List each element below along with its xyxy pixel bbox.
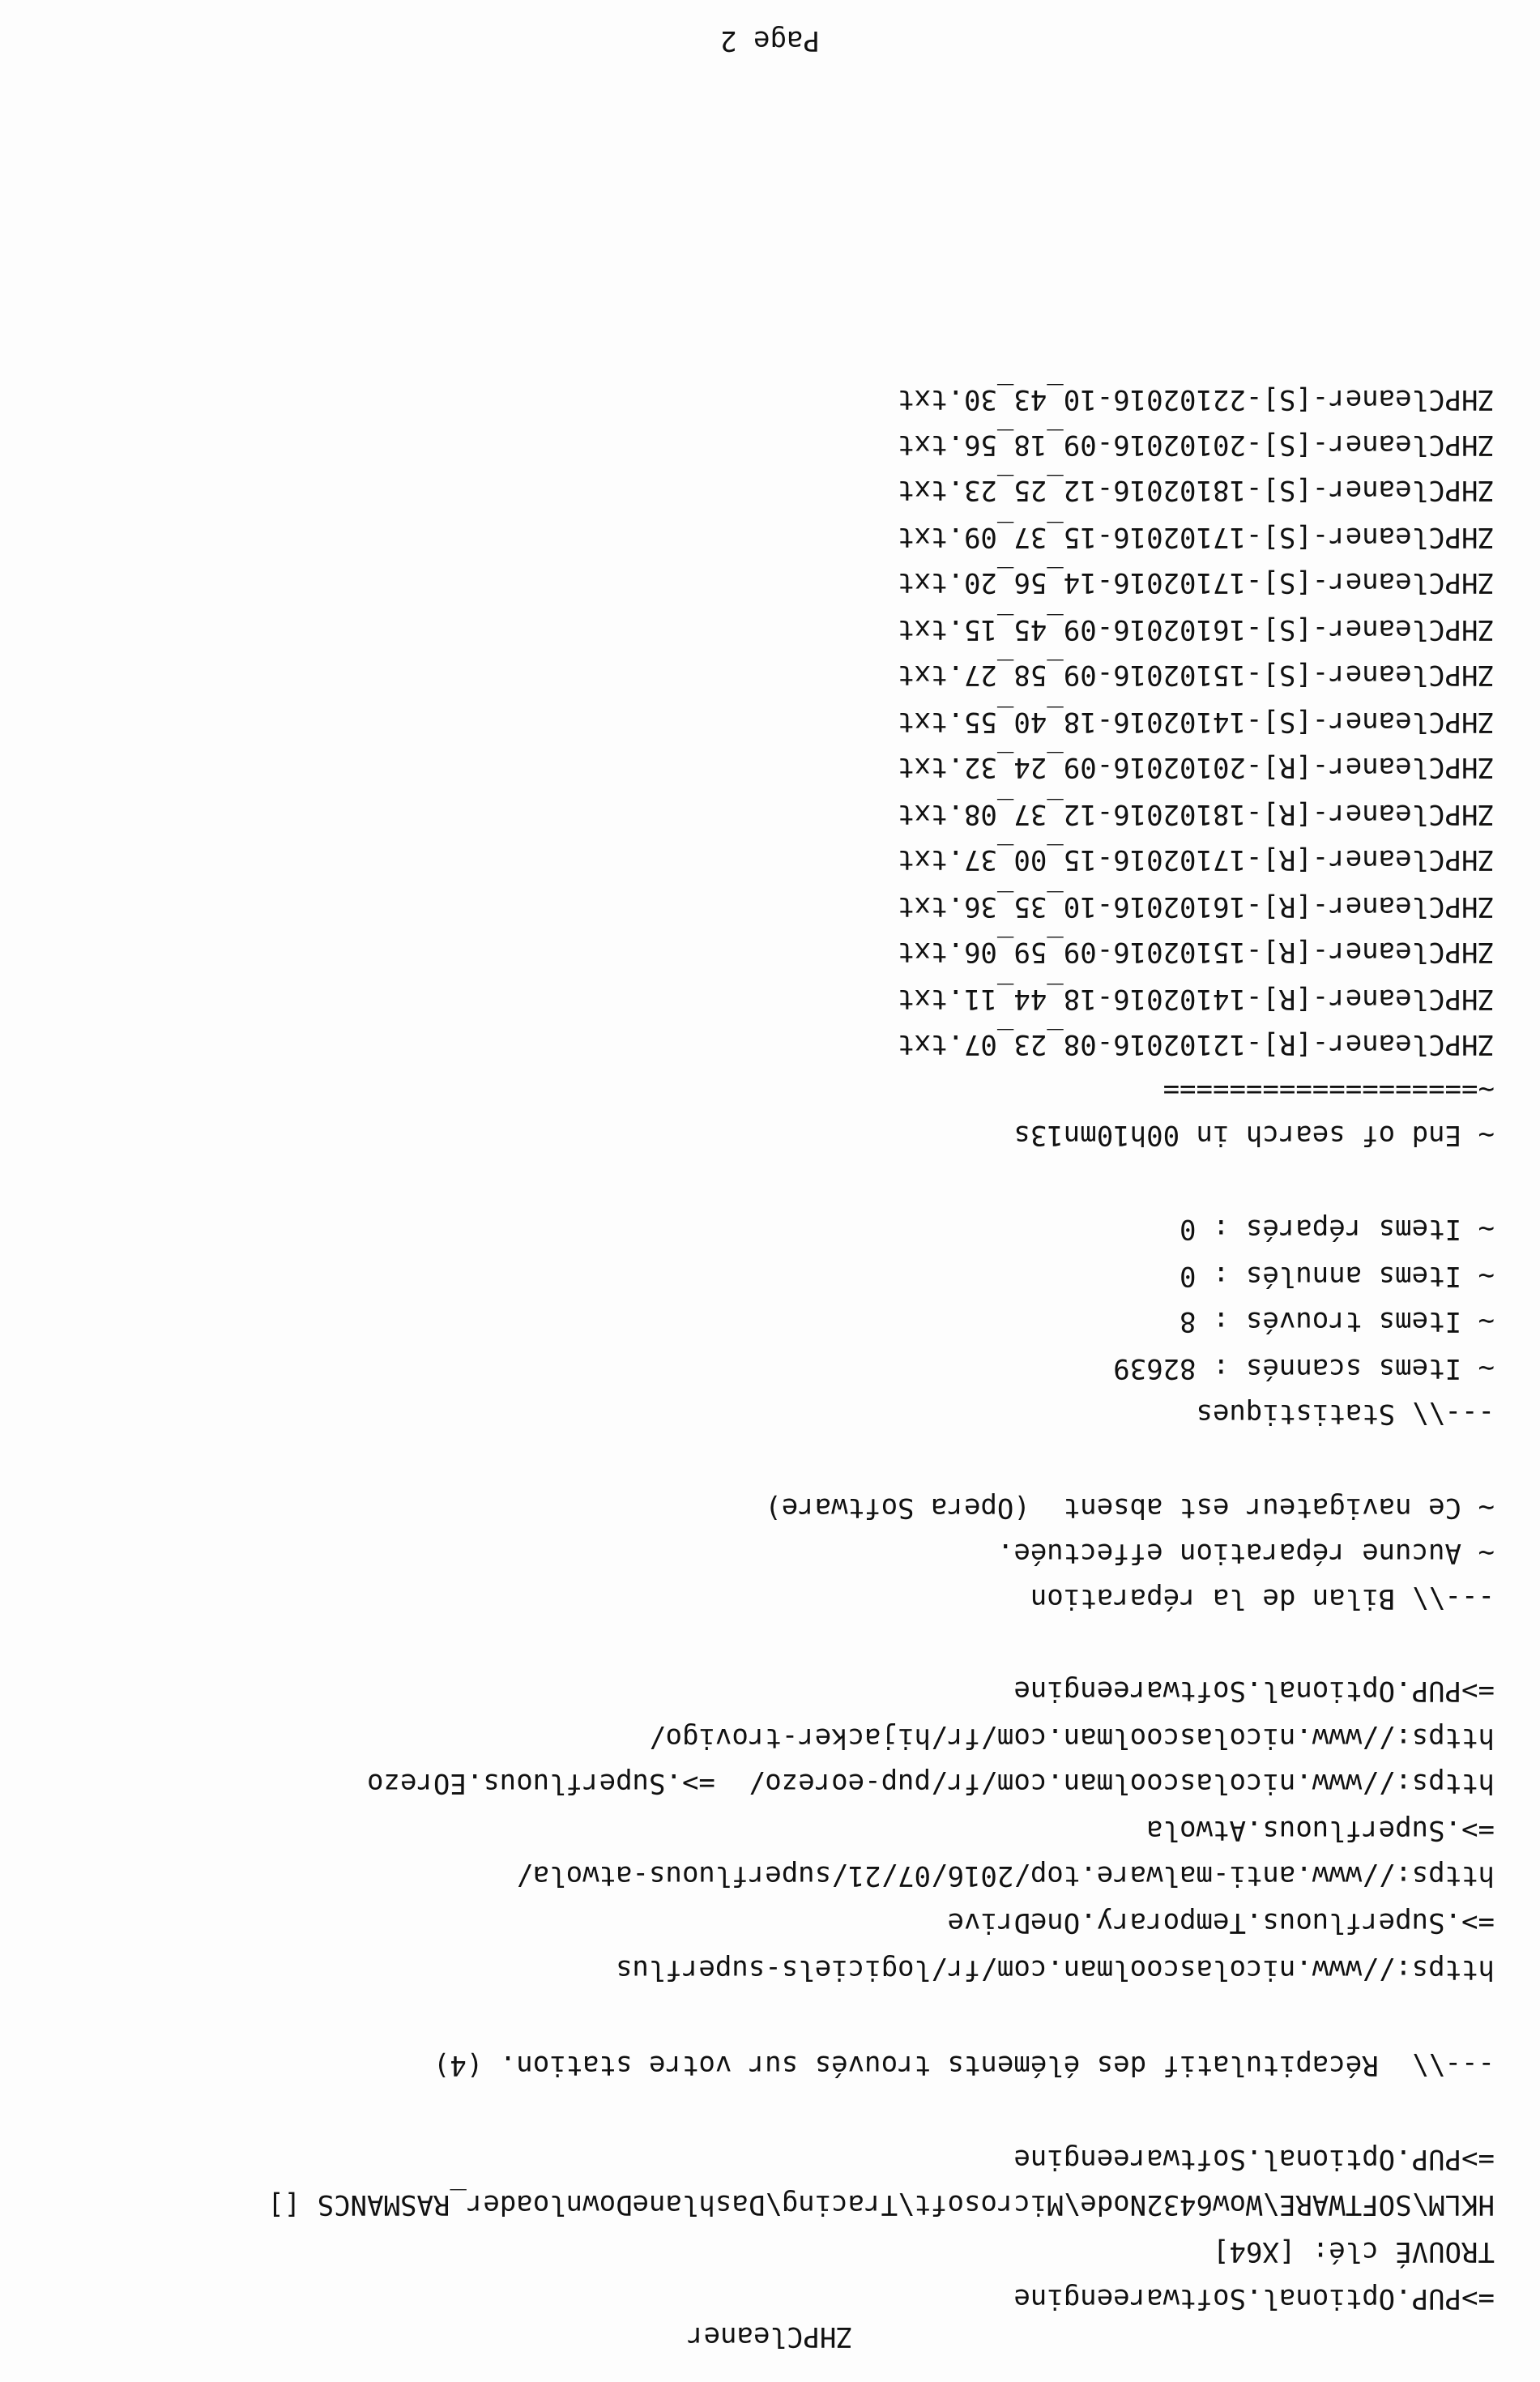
text-line: ~ Items scannés : 82639 <box>1113 1352 1495 1385</box>
text-line: ZHPCleaner-[S]-15102016-09_58_27.txt <box>898 659 1495 691</box>
text-line: ZHPCleaner-[S]-14102016-18_40_55.txt <box>898 706 1495 738</box>
text-line: =>.Superfluous.Temporary.OneDrive <box>947 1906 1495 1939</box>
text-line: ZHPCleaner-[R]-17102016-15_00_37.txt <box>898 843 1495 876</box>
text-line: ---\\ Récapitulatif des éléments trouvés sur votre station. (4) <box>433 2049 1495 2081</box>
text-line: ZHPCleaner-[R]-15102016-09_59_06.txt <box>898 936 1495 968</box>
text-line: TROUVÉ clé: [X64] <box>1213 2235 1495 2268</box>
text-line: ZHPCleaner-[S]-16102016-09_45_15.txt <box>898 613 1495 646</box>
text-line: ~ Items annulés : 0 <box>1180 1260 1495 1292</box>
text-line: ~=================== <box>1162 1074 1495 1106</box>
text-line: https://www.nicolascoolman.com/fr/pup-eorezo/ =>.Superfluous.EOrezo <box>367 1767 1495 1799</box>
text-line: ZHPCleaner-[R]-14102016-18_44_11.txt <box>898 983 1495 1015</box>
page-header-title: ZHPCleaner <box>687 2320 853 2353</box>
text-line: ---\\ Bilan de la réparation <box>1030 1582 1495 1615</box>
text-line: ZHPCleaner-[S]-20102016-09_18_56.txt <box>898 429 1495 461</box>
text-line: HKLM\SOFTWARE\Wow6432Node\Microsoft\Tracing\DashlaneDownloader_RASMANCS [] <box>267 2188 1495 2221</box>
text-line: ZHPCleaner-[S]-17102016-15_37_09.txt <box>898 521 1495 553</box>
text-line: ZHPCleaner-[S]-17102016-14_56_20.txt <box>898 566 1495 599</box>
text-line: ZHPCleaner-[S]-18102016-12_25_23.txt <box>898 474 1495 506</box>
text-line: https://www.nicolascoolman.com/fr/hijacker-trovigo/ <box>649 1722 1495 1754</box>
text-line: =>PUP.Optional.Softwareengine <box>1013 2143 1495 2175</box>
text-line: ZHPCleaner-[R]-20102016-09_24_32.txt <box>898 751 1495 783</box>
text-line: =>PUP.Optional.Softwareengine <box>1013 1675 1495 1707</box>
text-line: ZHPCleaner-[R]-18102016-12_37_08.txt <box>898 798 1495 830</box>
text-line: ~ Items trouvés : 8 <box>1180 1305 1495 1338</box>
text-line: ZHPCleaner-[R]-16102016-10_35_36.txt <box>898 890 1495 923</box>
text-line: ~ Items réparés : 0 <box>1180 1213 1495 1245</box>
text-line: https://www.nicolascoolman.com/fr/logiciels-superflus <box>616 1953 1495 1986</box>
text-line: =>PUP.Optional.Softwareengine <box>1013 2282 1495 2315</box>
text-line: ZHPCleaner-[R]-12102016-08_23_07.txt <box>898 1028 1495 1061</box>
text-line: ---\\ Statistiques <box>1196 1398 1495 1430</box>
text-line: ~ End of search in 00h10mn13s <box>1013 1119 1495 1151</box>
text-line: https://www.anti-malware.top/2016/07/21/superfluous-atwola/ <box>516 1859 1495 1892</box>
text-line: ~ Ce navigateur est absent (Opera Software) <box>765 1492 1495 1524</box>
text-line: ~ Aucune réparation effectuée. <box>996 1537 1495 1569</box>
text-line: ZHPCleaner-[S]-22102016-10_43_30.txt <box>898 383 1495 416</box>
text-line: =>.Superfluous.Atwola <box>1146 1814 1495 1846</box>
page-number: Page 2 <box>720 24 820 57</box>
